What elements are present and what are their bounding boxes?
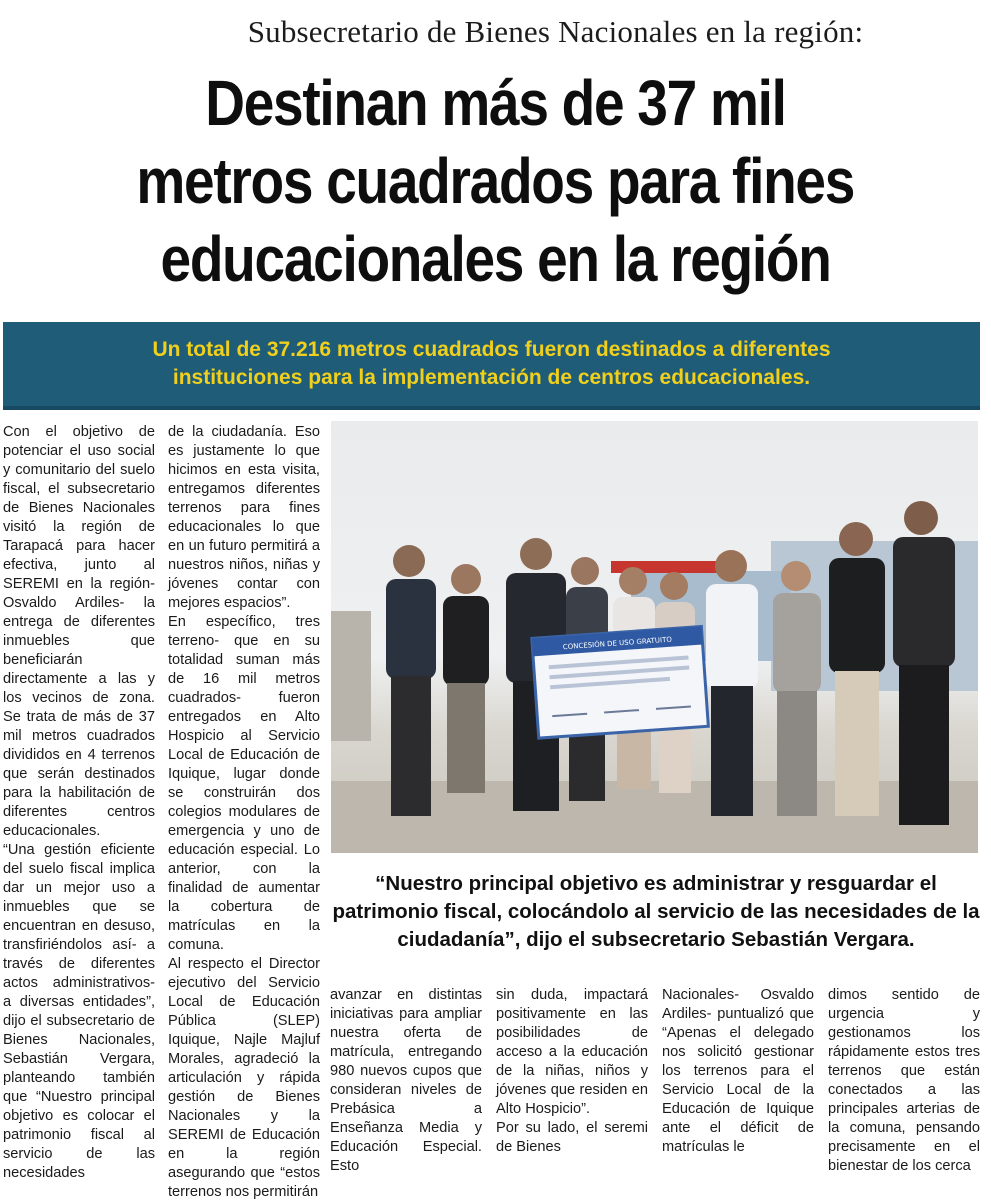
pull-quote: “Nuestro principal objetivo es administrar y resguardar el patrimonio fiscal, colocándolo al servicio de las necesidades de la ciudadanía”, dijo el subsecretario Sebastián Vergara. <box>332 872 980 951</box>
certificate-title: CONCESIÓN DE USO GRATUITO <box>562 635 673 652</box>
article-kicker: Subsecretario de Bienes Nacionales en la región: <box>247 14 864 49</box>
text-column-4 <box>496 986 648 1156</box>
article-headline <box>0 64 991 298</box>
paragraph: Con el objetivo de potenciar el uso social y comunitario del suelo fiscal, el subsecretario de Bienes Nacionales visitó la región de Tarapacá para hacer efectiva, junto al SEREMI en la región- Osvaldo Ardiles- la entrega de diferentes inmuebles que beneficiarán directamente a las y los vecinos de zona. Se trata de más de 37 mil metros cuadrados divididos en 4 terrenos que serán destinados para la habilitación de diferentes centros educacionales. <box>3 424 155 839</box>
paragraph: dimos sentido de urgencia y gestionamos los rápidamente estos tres terrenos que están conectados a las principales arterias de la comuna, pensando precisamente en el bienestar de los cerca <box>828 987 980 1174</box>
person <box>773 561 821 816</box>
person <box>706 550 758 816</box>
group-photo <box>331 421 978 853</box>
headline-line: Destinan más de 37 mil <box>205 67 786 139</box>
wall <box>331 611 371 741</box>
person <box>443 564 489 793</box>
person <box>386 545 436 816</box>
paragraph: sin duda, impactará positivamente en las posibilidades de acceso a la educación de la niñas, niños y jóvenes que residen en Alto Hospicio”. <box>496 987 648 1117</box>
text-column-6 <box>828 986 980 1174</box>
lead-banner <box>3 322 980 410</box>
paragraph: En específico, tres terreno- que en su totalidad suman más de 16 mil metros cuadrados- fueron entregados en Alto Hospicio al Servicio Local de Educación de Iquique, lugar donde se construirán dos colegios modulares de emergencia y uno de educación especial. Lo anterior, con la finalidad de aumentar la cobertura de matrículas en la comuna. <box>168 614 320 953</box>
paragraph: de la ciudadanía. Eso es justamente lo que hicimos en esta visita, entregamos diferentes terrenos para fines educacionales lo que en un futuro permitirá a nuestros niños, niñas y jóvenes contar con mejores espacios”. <box>168 424 320 611</box>
paragraph: Por su lado, el seremi de Bienes <box>496 1120 648 1155</box>
paragraph: “Una gestión eficiente del suelo fiscal implica dar un mejor uso a inmuebles que se encuentran en desuso, transfiriéndolos así- a través de diferentes actos administrativos- a diversas entidades”, dijo el subsecretario de Bienes Nacionales, Sebastián Vergara, planteando también que “Nuestro principal objetivo es colocar el patrimonio fiscal al servicio de las necesidades <box>3 842 155 1181</box>
text-column-1 <box>3 423 155 1181</box>
lead-line: Un total de 37.216 metros cuadrados fueron destinados a diferentes <box>152 338 831 361</box>
paragraph: avanzar en distintas iniciativas para ampliar nuestra oferta de matrícula, entregando 980 nuevos cupos que consideran niveles de Prebásica a Enseñanza Media y Educación Especial. Esto <box>330 987 482 1174</box>
paragraph: Al respecto el Director ejecutivo del Servicio Local de Educación Pública (SLEP) Iquique, Najle Majluf Morales, agradeció la articulación y rápida gestión de Bienes Nacionales y la SEREMI de Educación en la región asegurando que “estos terrenos nos permitirán <box>168 956 320 1200</box>
text-column-3 <box>330 986 482 1174</box>
headline-line: educacionales en la región <box>160 223 831 295</box>
headline-line: metros cuadrados para fines <box>136 145 855 217</box>
lead-line: instituciones para la implementación de centros educacionales. <box>172 366 811 389</box>
photo-illustration <box>331 421 978 853</box>
certificate-sign <box>532 627 709 739</box>
text-column-2 <box>168 423 320 1200</box>
text-column-5 <box>662 986 814 1156</box>
paragraph: Nacionales- Osvaldo Ardiles- puntualizó que “Apenas el delegado nos solicitó gestionar los terrenos para el Servicio Local de la Educación de Iquique ante el déficit de matrículas le <box>662 987 814 1155</box>
person <box>829 522 885 816</box>
person <box>893 501 955 825</box>
